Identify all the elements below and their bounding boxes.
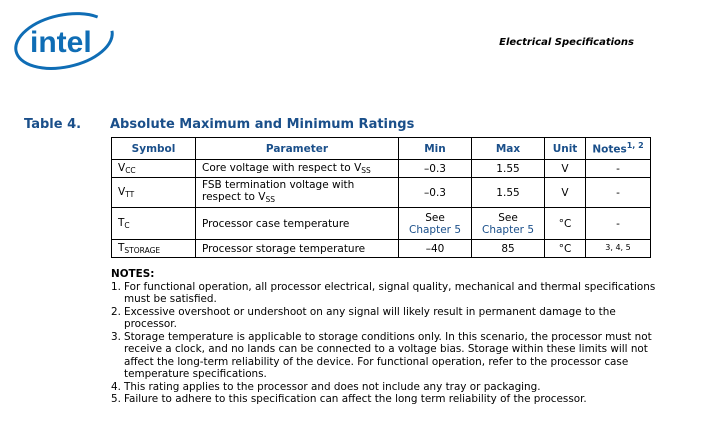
symbol-cell <box>112 240 196 258</box>
note-number: 5. <box>111 393 121 405</box>
note-item <box>111 381 671 394</box>
max-see: See <box>498 211 518 224</box>
parameter-sub: SS <box>265 195 275 204</box>
note-item <box>111 281 671 306</box>
table-notes <box>111 268 671 406</box>
ratings-table <box>111 137 651 258</box>
min-cell: –0.3 <box>399 160 472 178</box>
table-title: Absolute Maximum and Minimum Ratings <box>110 117 415 132</box>
parameter-text: FSB termination voltage with respect to V <box>202 179 355 203</box>
note-item <box>111 331 671 381</box>
table-row <box>112 160 651 178</box>
parameter-cell <box>196 160 399 178</box>
table-row <box>112 178 651 208</box>
symbol-main: V <box>118 162 126 174</box>
max-cell: 1.55 <box>472 160 545 178</box>
symbol-main: T <box>118 242 125 254</box>
note-text: Storage temperature is applicable to storage conditions only. In this scenario, the processor must not receive a clock, and no lands can be connected to a voltage bias. Storage within these limits will not affect the long-term reliability of the device. For functional operation, refer to the processor case temperature specifications. <box>124 330 652 380</box>
min-cell: –0.3 <box>399 178 472 208</box>
symbol-cell <box>112 178 196 208</box>
note-text: For functional operation, all processor electrical, signal quality, mechanical and thermal specifications must be satisfied. <box>124 280 656 305</box>
note-number: 3. <box>111 330 121 343</box>
notes-list <box>111 281 671 406</box>
max-cell <box>472 208 545 240</box>
col-unit: Unit <box>545 138 586 160</box>
table-caption <box>24 117 414 132</box>
col-max: Max <box>472 138 545 160</box>
symbol-cell <box>112 208 196 240</box>
min-see: See <box>425 211 445 224</box>
notes-cell <box>586 240 651 258</box>
table-number: Table 4. <box>24 117 82 132</box>
min-cell <box>399 208 472 240</box>
parameter-cell: Processor case temperature <box>196 208 399 240</box>
notes-heading: NOTES: <box>111 268 155 280</box>
chapter-link[interactable]: Chapter 5 <box>409 223 461 236</box>
note-number: 2. <box>111 305 121 318</box>
col-min: Min <box>399 138 472 160</box>
logo-wordmark: intel <box>30 26 92 59</box>
col-notes-label: Notes <box>592 143 627 156</box>
symbol-main: T <box>118 217 125 229</box>
col-parameter: Parameter <box>196 138 399 160</box>
chapter-link[interactable]: Chapter 5 <box>482 223 534 236</box>
unit-cell: °C <box>545 208 586 240</box>
unit-cell: V <box>545 160 586 178</box>
note-item <box>111 306 671 331</box>
max-cell: 1.55 <box>472 178 545 208</box>
col-symbol: Symbol <box>112 138 196 160</box>
note-text: Failure to adhere to this specification can affect the long term reliability of the processor. <box>124 393 587 405</box>
table-header-row <box>112 138 651 160</box>
notes-cell: - <box>586 208 651 240</box>
col-notes <box>586 138 651 160</box>
notes-cell: - <box>586 160 651 178</box>
note-number: 4. <box>111 380 121 393</box>
note-number: 1. <box>111 280 121 293</box>
table-row <box>112 208 651 240</box>
symbol-sub: CC <box>125 166 136 175</box>
table-row <box>112 240 651 258</box>
parameter-text: Core voltage with respect to V <box>202 162 362 174</box>
min-cell: –40 <box>399 240 472 258</box>
symbol-sub: TT <box>125 190 135 199</box>
notes-refs: 3, 4, 5 <box>605 242 631 252</box>
symbol-sub: STORAGE <box>124 246 161 255</box>
parameter-cell: Processor storage temperature <box>196 240 399 258</box>
col-notes-refs: 1, 2 <box>626 141 644 151</box>
section-title: Electrical Specifications <box>499 37 634 48</box>
symbol-main: V <box>118 186 126 198</box>
symbol-sub: C <box>124 221 130 230</box>
intel-logo <box>10 10 114 72</box>
note-item <box>111 393 671 406</box>
parameter-cell <box>196 178 399 208</box>
unit-cell: V <box>545 178 586 208</box>
parameter-sub: SS <box>361 166 371 175</box>
notes-cell: - <box>586 178 651 208</box>
unit-cell: °C <box>545 240 586 258</box>
symbol-cell <box>112 160 196 178</box>
max-cell: 85 <box>472 240 545 258</box>
note-text: This rating applies to the processor and does not include any tray or packaging. <box>124 380 541 393</box>
note-text: Excessive overshoot or undershoot on any signal will likely result in permanent damage to the processor. <box>124 305 616 330</box>
